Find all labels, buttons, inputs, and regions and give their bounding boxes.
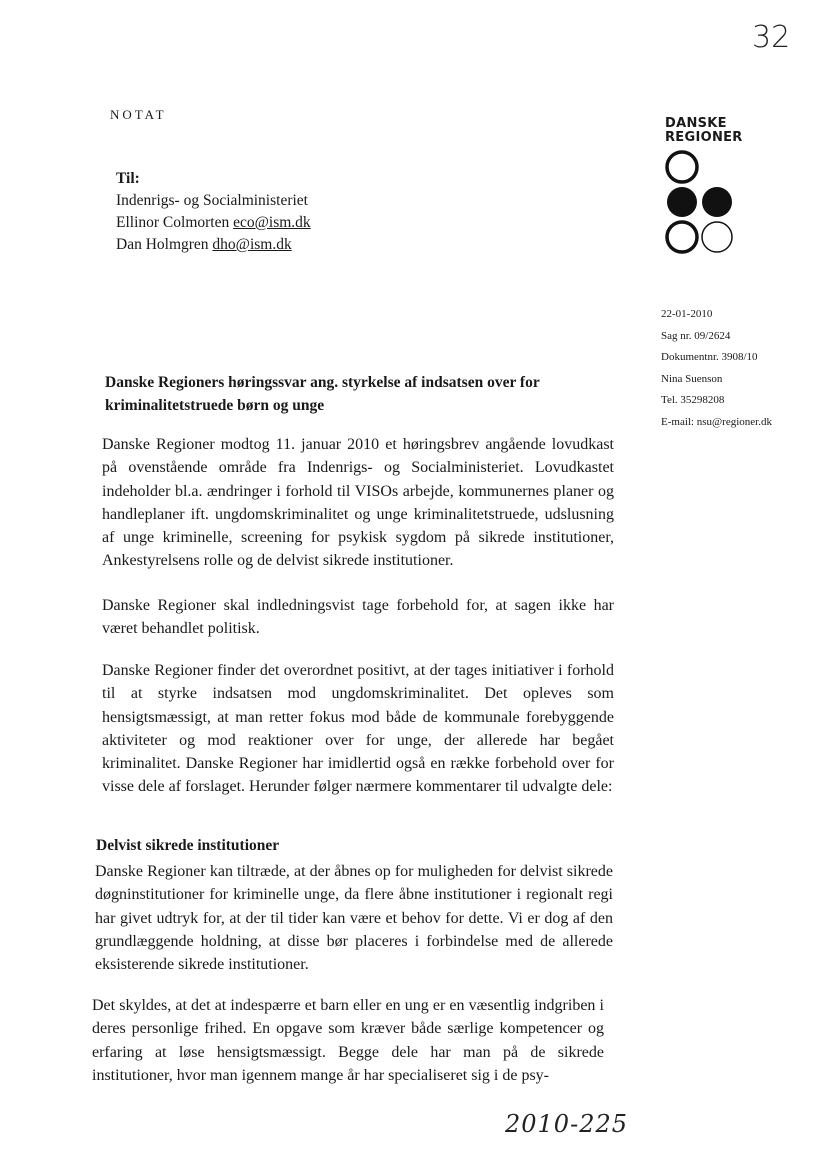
- meta-phone: Tel. 35298208: [661, 394, 725, 407]
- document-title: Danske Regioners høringssvar ang. styrkelse af indsatsen over for kriminalitetstruede børn og unge: [105, 374, 540, 414]
- recipient-line: [116, 234, 311, 256]
- recipient-ministry: Indenrigs- og Socialministeriet: [116, 192, 308, 209]
- body-paragraph: Danske Regioner modtog 11. januar 2010 et høringsbrev angående lovudkast på ovenstående område fra Indenrigs- og Socialministeriet. Lovudkastet indeholder bl.a. ændringer i forhold til VISOs arbejde, kommunernes planer og handleplaner ift. ungdomskriminalitet og unge kriminalitetstruede, udslusning af unge kriminelle, screening for psykisk sygdom på sikrede institutioner, Ankestyrelsens rolle og de delvist sikrede institutioner.: [102, 436, 614, 570]
- section-heading: Delvist sikrede institutioner: [96, 837, 280, 854]
- body-paragraph: Danske Regioner skal indledningsvist tage forbehold for, at sagen ikke har været behandlet politisk.: [102, 597, 614, 638]
- document-type-label: NOTAT: [110, 107, 167, 122]
- body-paragraph: Det skyldes, at det at indespærre et barn eller en ung er en væsentlig indgriben i deres personlige frihed. En opgave som kræver både særlige kompetencer og erfaring at løse hensigtsmæssigt. Begge dele har man på de sikrede institutioner, hvor man igennem mange år har specialiseret sig i de psy-: [92, 997, 604, 1084]
- recipient-line: [116, 212, 311, 234]
- recipient-name: Ellinor Colmorten: [116, 214, 234, 231]
- logo-wordmark: [665, 117, 743, 145]
- document-metadata: [661, 304, 772, 434]
- meta-date: 22-01-2010: [661, 308, 713, 320]
- danske-regioner-logo-icon: [664, 150, 740, 258]
- recipient-block: [116, 168, 311, 256]
- recipient-heading: Til:: [116, 170, 140, 187]
- recipient-email-link[interactable]: eco@ism.dk: [233, 214, 311, 231]
- logo-line-1: DANSKE: [665, 116, 727, 131]
- meta-email: E-mail: nsu@regioner.dk: [661, 415, 772, 428]
- body-paragraph: Danske Regioner kan tiltræde, at der åbnes op for muligheden for delvist sikrede døgninstitutioner for kriminelle unge, da flere åbne institutioner i regionalt regi har givet udtryk for, at der til tider kan være et behov for dette. Vi er dog af den grundlæggende holdning, at disse bør placeres i forbindelse med de allerede eksisterende sikrede institutioner.: [95, 863, 613, 974]
- meta-document-number: Dokumentnr. 3908/10: [661, 351, 758, 364]
- logo-line-2: REGIONER: [665, 130, 743, 145]
- recipient-name: Dan Holmgren: [116, 236, 213, 253]
- page-number: 32: [752, 20, 791, 55]
- recipient-line: [116, 190, 311, 212]
- recipient-email-link[interactable]: dho@ism.dk: [212, 236, 292, 253]
- handwritten-reference-note: 2010-225: [505, 1110, 628, 1138]
- meta-case-number: Sag nr. 09/2624: [661, 329, 731, 342]
- meta-author-name: Nina Suenson: [661, 372, 723, 385]
- body-paragraph: Danske Regioner finder det overordnet positivt, at der tages initiativer i forhold til at styrke indsatsen mod ungdomskriminalitet. Det opleves som hensigtsmæssigt, at man retter fokus mod både de kommunale forebyggende aktiviteter og mod reaktioner over for unge, der allerede har begået kriminalitet. Danske Regioner har imidlertid også en række forbehold over for visse dele af forslaget. Herunder følger nærmere kommentarer til udvalgte dele:: [102, 662, 614, 796]
